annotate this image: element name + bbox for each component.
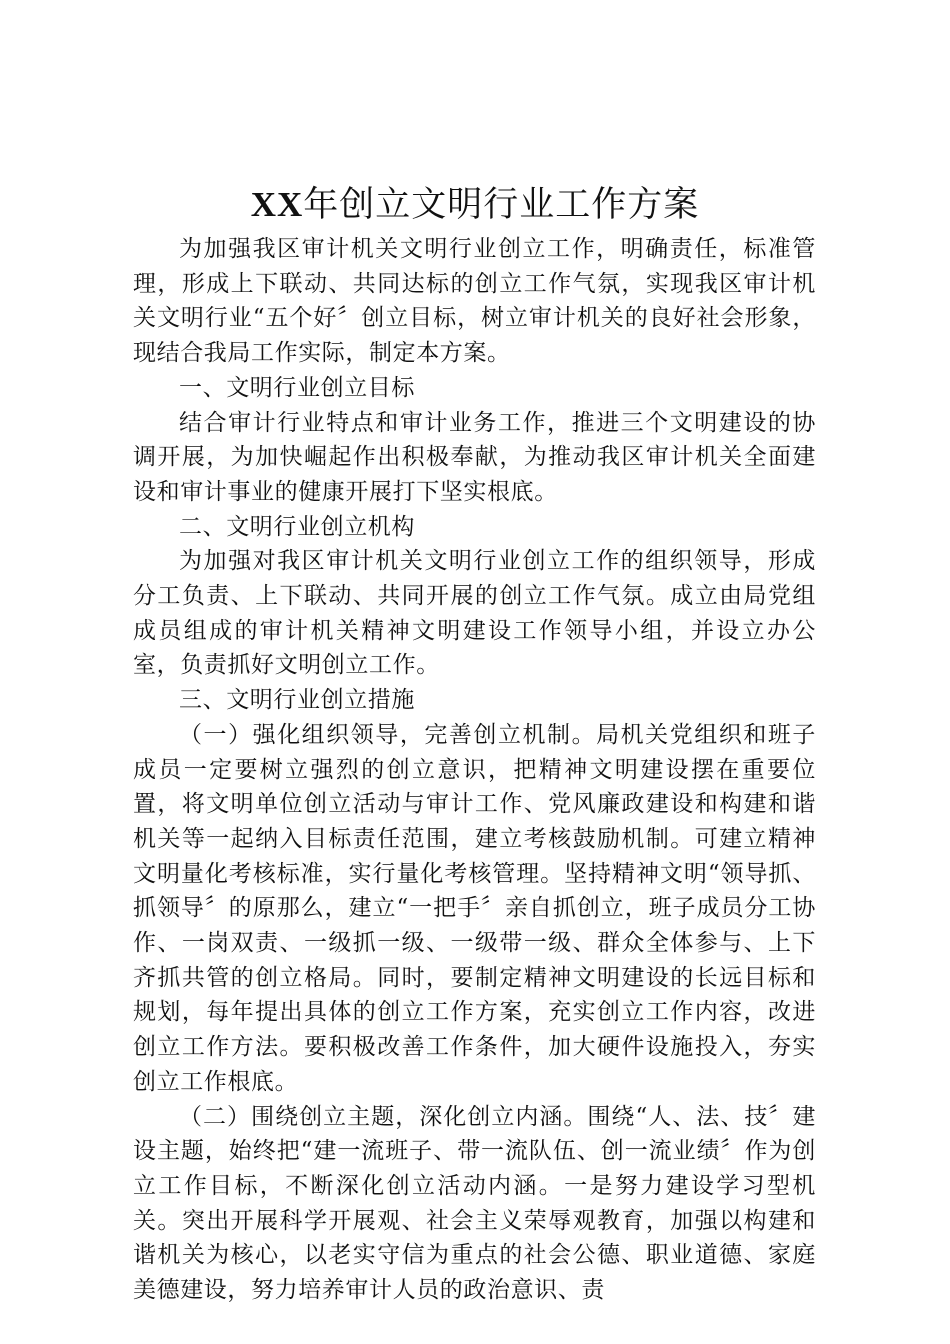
measure-1-paragraph: （一）强化组织领导，完善创立机制。局机关党组织和班子成员一定要树立强烈的创立意识，把精神文明建设摆在重要位置，将文明单位创立活动与审计工作、党风廉政建设和构建和谐机关等一起纳入目标责任范围，建立考核鼓励机制。可建立精神文明量化考核标准，实行量化考核管理。坚持精神文明“领导抓、抓领导〞的原那么，建立“一把手〞亲自抓创立，班子成员分工协作、一岗双责、一级抓一级、一级带一级、群众全体参与、上下齐抓共管的创立格局。同时，要制定精神文明建设的长远目标和规划，每年提出具体的创立工作方案，充实创立工作内容，改进创立工作方法。要积极改善工作条件，加大硬件设施投入，夯实创立工作根底。 [133,721,816,1095]
intro-paragraph: 为加强我区审计机关文明行业创立工作，明确责任，标准管理，形成上下联动、共同达标的创立工作气氛，实现我区审计机关文明行业“五个好〞创立目标，树立审计机关的良好社会形象，现结合我局工作实际，制定本方案。 [133,236,816,367]
measure-2-paragraph: （二）围绕创立主题，深化创立内涵。围绕“人、法、技〞建设主题，始终把“建一流班子、带一流队伍、创一流业绩〞作为创立工作目标，不断深化创立活动内涵。一是努力建设学习型机关。突出开展科学开展观、社会主义荣辱观教育，加强以构建和谐机关为核心，以老实守信为重点的社会公德、职业道德、家庭美德建设，努力培养审计人员的政治意识、责 [133,1103,816,1304]
organization-paragraph: 为加强对我区审计机关文明行业创立工作的组织领导，形成分工负责、上下联动、共同开展的创立工作气氛。成立由局党组成员组成的审计机关精神文明建设工作领导小组，并设立办公室，负责抓好文明创立工作。 [133,548,816,679]
section-heading-goal: 一、文明行业创立目标 [179,374,415,401]
section-heading-measures: 三、文明行业创立措施 [179,687,415,714]
section-heading-organization: 二、文明行业创立机构 [179,513,415,540]
title-prefix: XX [250,185,304,224]
title-main: 年创立文明行业工作方案 [303,185,700,225]
goal-paragraph: 结合审计行业特点和审计业务工作，推进三个文明建设的协调开展，为加快崛起作出积极奉献，为推动我区审计机关全面建设和审计事业的健康开展打下坚实根底。 [133,409,816,505]
document-title [0,182,950,228]
document-body [133,232,816,1308]
